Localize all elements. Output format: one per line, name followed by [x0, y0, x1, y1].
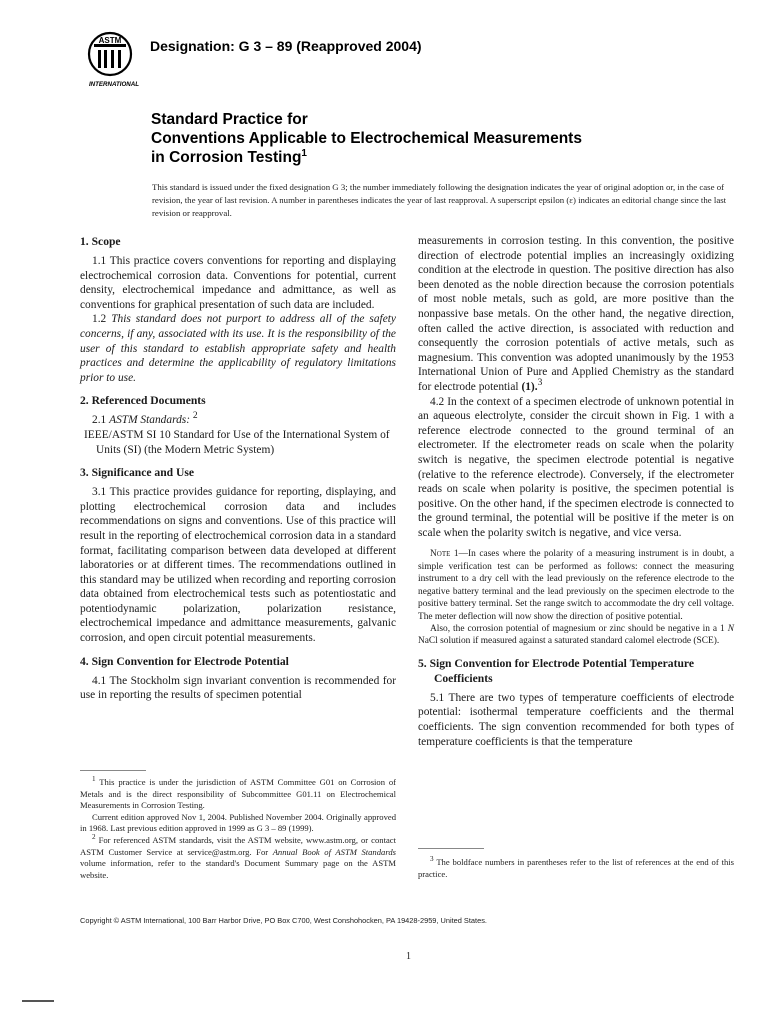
reference-ieee-astm-si-10: IEEE/ASTM SI 10 Standard for Use of the International System of Units (SI) (the Modern Metric System) [84, 428, 390, 456]
reference-1: (1). [521, 380, 538, 393]
footnote-3-text: The boldface numbers in parentheses refer to the list of references at the end of this practice. [418, 857, 734, 879]
footnote-2-text-b: volume information, refer to the standard's Document Summary page on the ASTM website. [80, 858, 396, 880]
paragraph-2-1-label: ASTM Standards: [109, 414, 191, 427]
page-number: 1 [406, 951, 411, 962]
section-5-heading-line-1: 5. Sign Convention for Electrode Potential Temperature [418, 656, 694, 670]
footnote-1 [80, 777, 396, 812]
astm-logo-graphic [80, 30, 144, 90]
note-1-text [418, 548, 734, 622]
footnote-2 [80, 835, 396, 881]
paragraph-2-1-sup: 2 [192, 411, 198, 422]
title-footnote-mark: 1 [301, 147, 307, 159]
paragraph-1-2-num: 1.2 [92, 313, 107, 326]
footnote-divider-right [418, 848, 484, 849]
section-1-heading: 1. Scope [80, 235, 121, 248]
note-1-continued-a: Also, the corrosion potential of magnesium or zinc should be negative in a 1 [430, 623, 725, 634]
footnote-2-mark: 2 [92, 833, 96, 842]
footnotes-right [418, 857, 734, 880]
note-1-continued-b: NaCl solution if measured against a saturated standard calomel electrode (SCE). [418, 636, 720, 647]
section-4-heading: 4. Sign Convention for Electrode Potential [80, 654, 289, 668]
paragraph-5-1: 5.1 There are two types of temperature coefficients of electrode potential: isothermal temperature coefficients and the thermal coefficients. The sign convention recommended for both types of temperature coefficients is that the temperature [418, 691, 734, 748]
document-title [151, 110, 711, 167]
copyright-line: Copyright © ASTM International, 100 Barr Harbor Drive, PO Box C700, West Conshohocken, PA 19428-2959, United States. [80, 916, 487, 925]
paragraph-2-1-num: 2.1 [92, 414, 107, 427]
note-1-body: —In cases where the polarity of a measuring instrument is in doubt, a simple verification test can be performed as follows: connect the measuring instrument to a dry cell with the lead previously on the reference electrode to the negative battery terminal and the lead previously on the specimen electrode to the positive battery terminal. Set the range switch to accommodate the dry cell voltage. The meter deflection will now show the direction of positive potential. [418, 549, 734, 622]
footnote-3 [418, 857, 734, 880]
note-1-label: Note 1 [430, 549, 459, 560]
section-5-heading-line-2: Coefficients [434, 671, 493, 685]
footnote-divider-left [80, 770, 146, 771]
paragraph-1-1: 1.1 This practice covers conventions for reporting and displaying electrochemical corrosion data. Conventions for potential, current density, electrochemical impedance and admittance, as well as conventions for graphical presentation of such data are included. [80, 255, 396, 311]
footnote-1-text: This practice is under the jurisdiction of ASTM Committee G01 on Corrosion of Metals and is the direct responsibility of Subcommittee G01.11 on Electrochemical Measurements in Corrosion Testing. [80, 777, 396, 811]
footnote-1-edition: Current edition approved Nov 1, 2004. Published November 2004. Originally approved in 1968. Last previous edition approved in 1999 as G 3 – 89 (1999). [80, 811, 396, 834]
paragraph-4-2: 4.2 In the context of a specimen electrode of unknown potential in an aqueous electrolyte, consider the circuit shown in Fig. 1 with a reference electrode connected to the ground terminal of an electrometer. If the electrometer reads on scale when the polarity switch is negative, the specimen electrode potential is negative (relative to the reference electrode). Conversely, if the electrometer reads on scale when polarity is positive, the specimen potential is positive. On the other hand, if the specimen electrode is connected to the ground terminal, the potential will be positive if the meter is on scale when the polarity switch is negative, and vice versa. [418, 395, 734, 539]
section-2-heading: 2. Referenced Documents [80, 394, 206, 408]
paragraph-3-1: 3.1 This practice provides guidance for reporting, displaying, and plotting electrochemical corrosion data and includes recommendations on signs and conventions. Use of this practice will result in the reporting of electrochemical corrosion data in a standard format, facilitating comparison between data developed at different laboratories or at different times. The recommendations outlined in this standard may be utilized when recording and reporting corrosion data obtained from electrochemical tests such as potentiostatic and potentiodynamic polarization, polarization resistance, electrochemical impedance and admittance measurements, galvanic corrosion, and open circuit potential measurements. [80, 486, 396, 645]
paragraph-2-1 [80, 413, 396, 428]
left-column [80, 234, 396, 703]
footnote-3-mark: 3 [430, 855, 434, 864]
paragraph-4-1-start: 4.1 The Stockholm sign invariant convention is recommended for use in reporting the results of specimen potential [80, 674, 396, 702]
note-1-normality: N [727, 623, 734, 634]
title-line-3 [151, 148, 711, 167]
issuance-statement: This standard is issued under the fixed designation G 3; the number immediately following the designation indicates the year of original adoption or, in the case of revision, the year of last revision. A number in parentheses indicates the year of last reapproval. A superscript epsilon (ε) indicates an editorial change since the last revision or reapproval. [152, 182, 727, 218]
section-3-heading: 3. Significance and Use [80, 466, 195, 480]
title-line-3-text: in Corrosion Testing [151, 149, 302, 166]
footnote-1-mark: 1 [92, 775, 96, 784]
footnotes-left [80, 777, 396, 881]
footnote-2-italic: Annual Book of ASTM Standards [272, 846, 396, 857]
footnote-3-mark-inline: 3 [537, 378, 543, 389]
footnote-2-text-a: For referenced ASTM standards, visit the ASTM website, www.astm.org, or contact ASTM Customer Service at service@astm.org. For [80, 834, 396, 857]
paragraph-1-2-text: This standard does not purport to address all of the safety concerns, if any, associated with its use. It is the responsibility of the user of this standard to establish appropriate safety and health practices and determine the applicability of regulatory limitations prior to use. [80, 313, 396, 384]
paragraph-1-2 [80, 312, 396, 385]
designation: Designation: G 3 – 89 (Reapproved 2004) [150, 38, 422, 54]
right-column [418, 234, 734, 749]
note-1-continued [418, 623, 734, 648]
paragraph-4-1-continued-text: measurements in corrosion testing. In this convention, the positive direction of electrode potential implies an increasingly oxidizing condition at the electrode in question. The positive direction has also been denoted as the noble direction because the corrosion potentials of most noble metals, such as gold, are more positive than the nonpassive base metals. On the other hand, the negative direction, often called the active direction, is associated with reduction and consequently the corrosion potentials of active metals, such as magnesium. This convention was adopted unanimously by the 1953 International Union of Pure and Applied Chemistry as the standard for electrode potential [418, 235, 734, 393]
astm-logo [80, 30, 144, 90]
title-line-2: Conventions Applicable to Electrochemical Measurements [151, 130, 582, 147]
section-5-heading [418, 656, 734, 686]
logo-subtext: INTERNATIONAL [88, 81, 140, 88]
note-1 [418, 548, 734, 647]
corner-mark [22, 1000, 54, 1002]
paragraph-4-1-continued [418, 234, 734, 395]
title-line-1: Standard Practice for [151, 111, 308, 128]
logo-text: ASTM [98, 36, 122, 45]
